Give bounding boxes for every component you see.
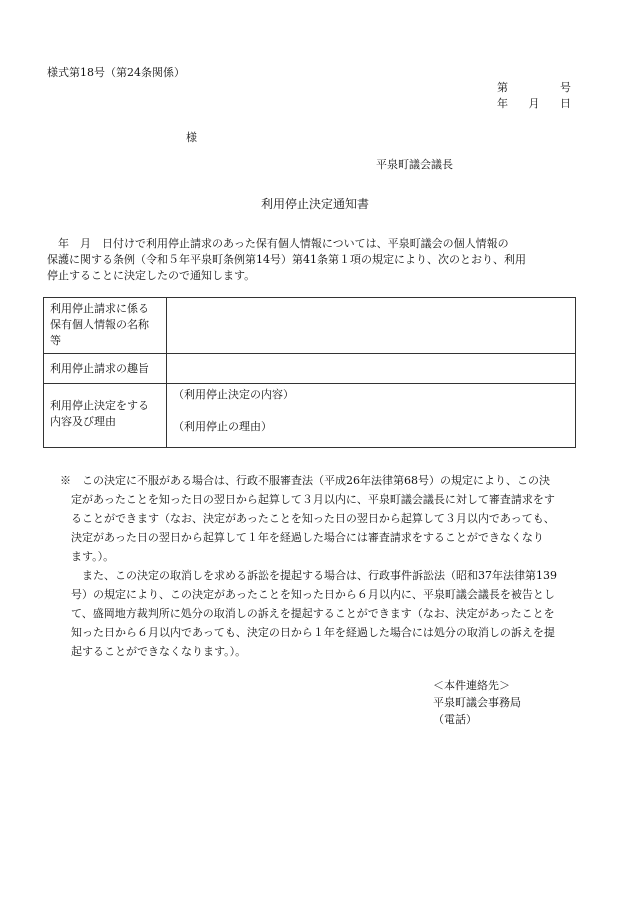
note-line: て、盛岡地方裁判所に処分の取消しの訴えを提起することができます（なお、決定があったことを: [60, 607, 555, 620]
note-line: ることができます（なお、決定があったことを知った日の翌日から起算して３月以内であっても、: [60, 512, 555, 525]
note-line: 定があったことを知った日の翌日から起算して３月以内に、平泉町議会議長に対して審査請求をす: [60, 493, 555, 506]
note-line: 決定があった日の翌日から起算して１年を経過した場合には審査請求をすることができなくなり: [60, 531, 544, 544]
row-value-request-purpose: [167, 354, 576, 384]
decision-reason-label: （利用停止の理由）: [173, 420, 272, 433]
note-line: ます。）。: [60, 550, 115, 563]
date-line: [497, 96, 571, 112]
contact-phone: （電話）: [433, 713, 477, 726]
table-row: [44, 298, 576, 354]
form-number: 様式第18号（第24条関係）: [47, 66, 185, 79]
row-label-decision-reason: 利用停止決定をする 内容及び理由: [44, 384, 167, 448]
contact-heading: ＜本件連絡先＞: [433, 679, 510, 692]
note-line: 起することができなくなります。）。: [60, 645, 247, 658]
document-title: 利用停止決定通知書: [260, 197, 369, 211]
contact-block: [433, 677, 521, 728]
body-paragraph: [47, 236, 585, 284]
info-table: [43, 297, 576, 448]
addressee: 様: [186, 131, 197, 144]
document-number-line: [497, 80, 571, 96]
date-year: 年: [497, 97, 508, 110]
row-label-information-name: 利用停止請求に係る 保有個人情報の名称 等: [44, 298, 167, 354]
row-value-information-name: [167, 298, 576, 354]
date-day: 日: [560, 97, 571, 110]
number-label-right: 号: [560, 81, 571, 94]
note-line: ※ この決定に不服がある場合は、行政不服審査法（平成26年法律第68号）の規定により、この決: [60, 474, 550, 487]
body-line: 年 月 日付けで利用停止請求のあった保有個人情報については、平泉町議会の個人情報の: [47, 237, 509, 250]
table-row: [44, 384, 576, 448]
date-month: 月: [528, 97, 540, 110]
notes-section: [60, 471, 590, 661]
note-line: 号）の規定により、この決定があったことを知った日から６月以内に、平泉町議会議長を被告とし: [60, 588, 555, 601]
issuer: 平泉町議会議長: [376, 158, 453, 171]
number-label-left: 第: [497, 81, 508, 94]
row-value-decision-reason: [167, 384, 576, 448]
contact-office: 平泉町議会事務局: [433, 696, 521, 709]
decision-content-label: （利用停止決定の内容）: [173, 388, 294, 401]
body-line: 停止することに決定したので通知します。: [47, 269, 256, 282]
document-number-block: [497, 80, 571, 112]
body-line: 保護に関する条例（令和５年平泉町条例第14号）第41条第１項の規定により、次のとおり、利用: [47, 253, 526, 266]
note-line: 知った日から６月以内であっても、決定の日から１年を経過した場合には処分の取消しの訴えを提: [60, 626, 555, 639]
row-label-request-purpose: 利用停止請求の趣旨: [44, 354, 167, 384]
note-line: また、この決定の取消しを求める訴訟を提起する場合は、行政事件訴訟法（昭和37年法律第139: [60, 569, 557, 582]
table-row: [44, 354, 576, 384]
